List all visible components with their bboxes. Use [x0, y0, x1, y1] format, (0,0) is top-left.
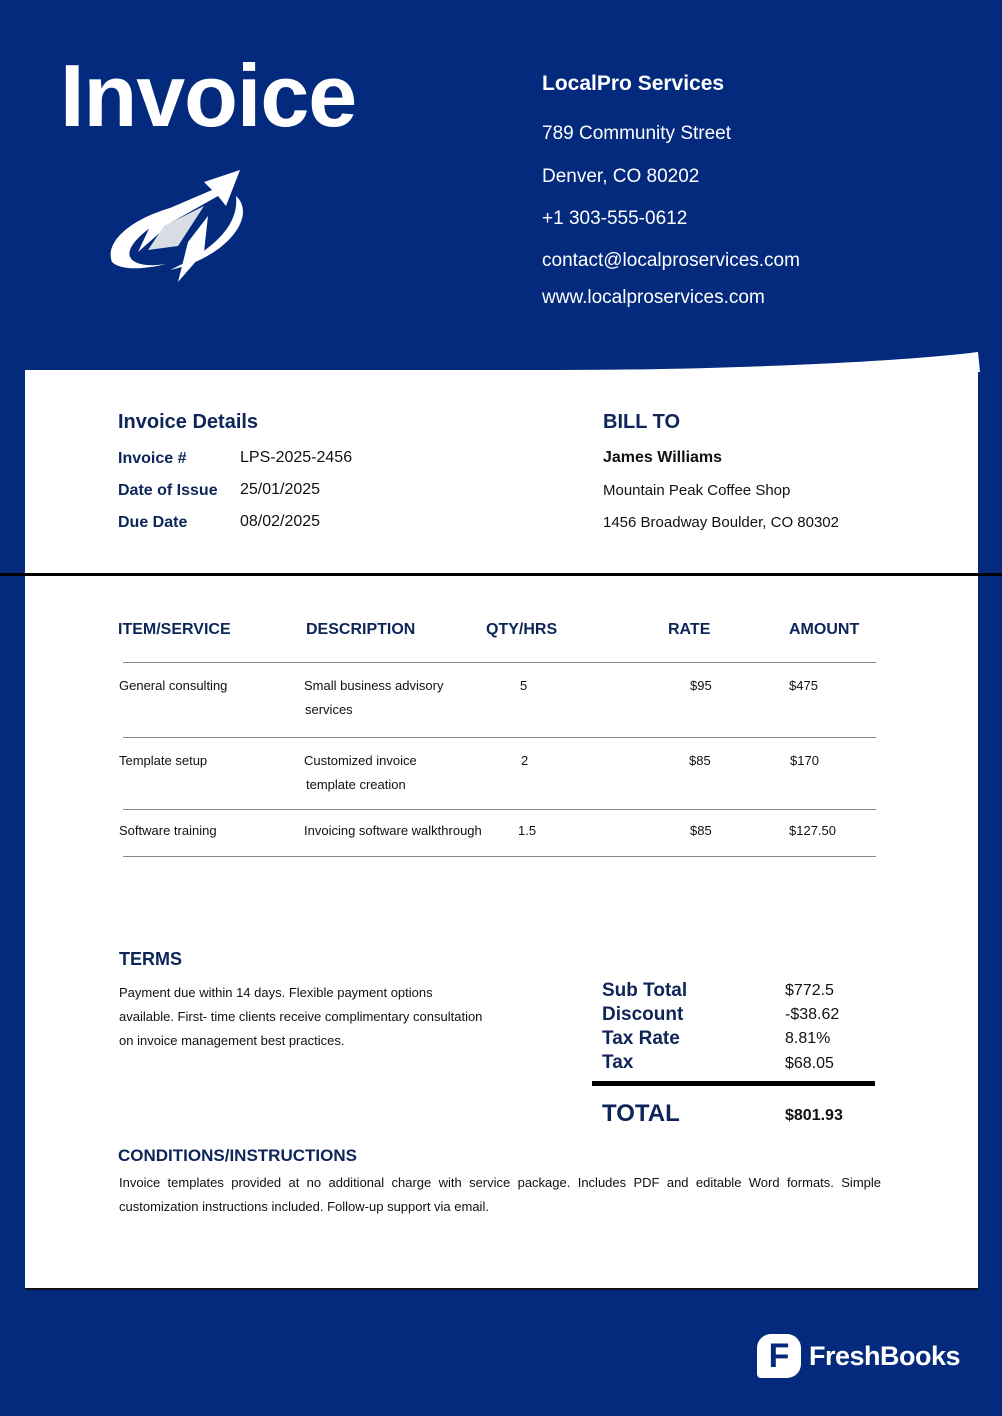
- tax-label: Tax: [602, 1052, 634, 1073]
- row2-amount: $170: [790, 753, 819, 768]
- bill-to-heading: BILL TO: [603, 411, 681, 433]
- row1-qty: 5: [520, 678, 528, 693]
- row1-description-line2: services: [305, 702, 353, 717]
- terms-heading: TERMS: [119, 949, 182, 969]
- company-website[interactable]: www.localproservices.com: [542, 287, 765, 308]
- due-date-value: 08/02/2025: [240, 513, 321, 530]
- col-header-rate: RATE: [668, 621, 711, 638]
- table-row-rule: [123, 809, 876, 810]
- bill-to-company: Mountain Peak Coffee Shop: [603, 482, 791, 499]
- terms-line2: available. First- time clients receive complimentary consultation: [119, 1009, 483, 1024]
- terms-line1: Payment due within 14 days. Flexible payment options: [119, 985, 433, 1000]
- conditions-heading: CONDITIONS/INSTRUCTIONS: [118, 1146, 357, 1165]
- row2-description-line1: Customized invoice: [304, 753, 417, 768]
- col-header-qty: QTY/HRS: [486, 621, 558, 638]
- total-label: TOTAL: [602, 1100, 680, 1127]
- tax-value: $68.05: [785, 1055, 834, 1072]
- table-header-rule: [123, 662, 876, 663]
- due-date-label: Due Date: [118, 514, 188, 531]
- row3-amount: $127.50: [789, 823, 836, 838]
- table-bottom-rule: [123, 856, 876, 857]
- col-header-description: DESCRIPTION: [306, 621, 416, 638]
- issue-date-label: Date of Issue: [118, 482, 218, 499]
- total-value: $801.93: [785, 1107, 843, 1124]
- sheet-curve-decoration: [560, 300, 980, 372]
- tax-rate-label: Tax Rate: [602, 1028, 680, 1049]
- row2-item: Template setup: [119, 753, 208, 768]
- row3-rate: $85: [690, 823, 712, 838]
- row3-item: Software training: [119, 823, 217, 838]
- row1-description-line1: Small business advisory: [304, 678, 444, 693]
- row3-description-line1: Invoicing software walkthrough: [304, 823, 482, 838]
- row2-rate: $85: [689, 753, 711, 768]
- table-row-rule: [123, 737, 876, 738]
- company-email[interactable]: contact@localproservices.com: [542, 250, 800, 271]
- company-street: 789 Community Street: [542, 123, 732, 144]
- discount-label: Discount: [602, 1004, 684, 1025]
- company-city: Denver, CO 80202: [542, 166, 700, 187]
- rising-arrow-swoosh-icon: [108, 166, 254, 288]
- tax-rate-value: 8.81%: [785, 1030, 831, 1047]
- row1-amount: $475: [789, 678, 818, 693]
- row2-qty: 2: [521, 753, 529, 768]
- subtotal-label: Sub Total: [602, 980, 688, 1001]
- issue-date-value: 25/01/2025: [240, 481, 321, 498]
- invoice-number-value: LPS-2025-2456: [240, 449, 353, 466]
- invoice-title: Invoice: [60, 46, 357, 145]
- freshbooks-logo[interactable]: [757, 1334, 960, 1378]
- bill-to-name: James Williams: [603, 449, 723, 466]
- invoice-number-label: Invoice #: [118, 450, 187, 467]
- section-divider: [0, 573, 1002, 576]
- row2-description-line2: template creation: [306, 777, 406, 792]
- col-header-item: ITEM/SERVICE: [118, 621, 231, 638]
- row1-rate: $95: [690, 678, 712, 693]
- terms-line3: on invoice management best practices.: [119, 1033, 345, 1048]
- invoice-details-heading: Invoice Details: [118, 411, 259, 433]
- freshbooks-wordmark: FreshBooks: [809, 1340, 961, 1371]
- row3-qty: 1.5: [518, 823, 537, 838]
- company-phone: +1 303-555-0612: [542, 208, 688, 229]
- discount-value: -$38.62: [785, 1006, 840, 1023]
- row1-item: General consulting: [119, 678, 228, 693]
- freshbooks-logo-icon: F: [757, 1334, 801, 1378]
- totals-rule: [592, 1081, 875, 1086]
- company-name: LocalPro Services: [542, 72, 725, 95]
- col-header-amount: AMOUNT: [789, 621, 860, 638]
- conditions-text: Invoice templates provided at no additional charge with service package. Includes PDF and editable Word formats. Simple customization instructions included. Follow-up support via email.: [119, 1175, 881, 1214]
- subtotal-value: $772.5: [785, 982, 834, 999]
- bill-to-address: 1456 Broadway Boulder, CO 80302: [603, 514, 839, 531]
